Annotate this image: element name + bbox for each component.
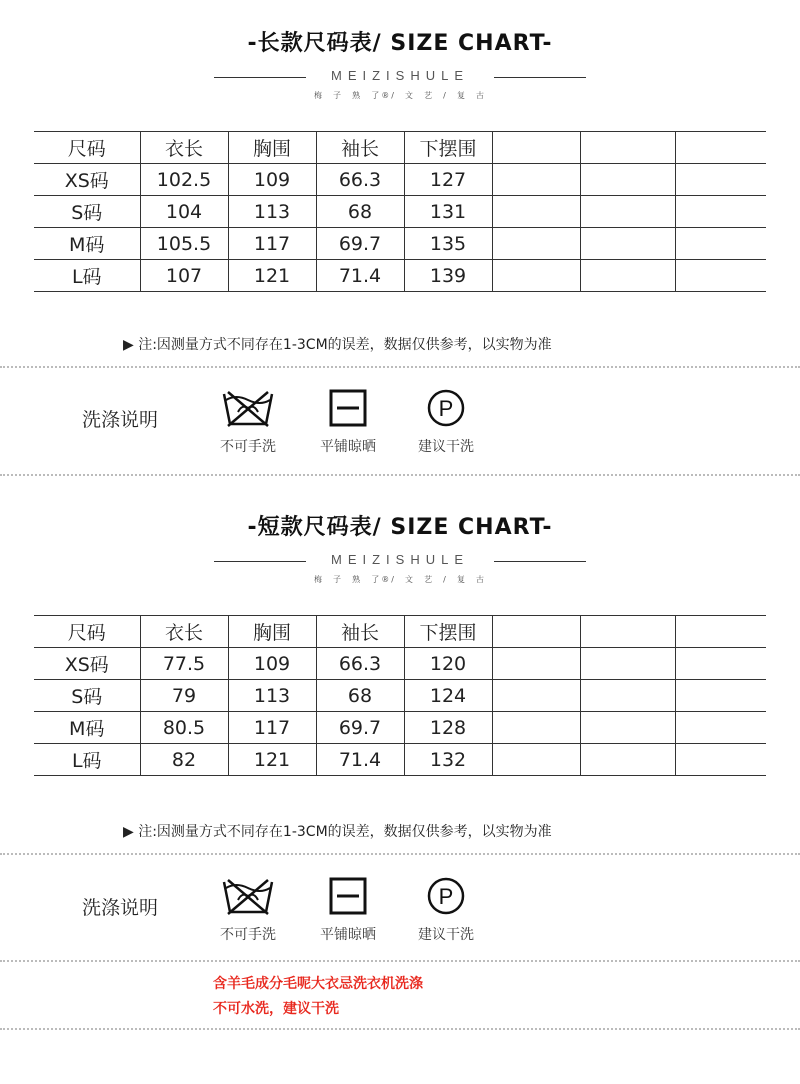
header-cell <box>492 616 580 648</box>
no-hand-wash-icon <box>218 388 278 428</box>
table-cell: 117 <box>228 228 316 260</box>
table-cell: 68 <box>316 680 404 712</box>
table-cell <box>675 712 766 744</box>
table-cell: 109 <box>228 648 316 680</box>
table-cell <box>492 260 580 292</box>
table-cell: 117 <box>228 712 316 744</box>
table-cell <box>492 164 580 196</box>
table-cell <box>675 228 766 260</box>
dotted-divider <box>0 366 800 368</box>
table-cell <box>580 680 675 712</box>
table-cell <box>675 680 766 712</box>
table-cell: 69.7 <box>316 712 404 744</box>
table-cell: S码 <box>34 196 140 228</box>
table-cell <box>580 744 675 776</box>
brand-subtitle: 梅 子 熟 了®/ 文 艺 / 复 古 <box>313 91 487 100</box>
care-item-dry-clean <box>401 388 491 456</box>
table-cell: 105.5 <box>140 228 228 260</box>
table-cell <box>675 744 766 776</box>
table-cell <box>492 228 580 260</box>
table-row <box>34 648 766 680</box>
table-cell: L码 <box>34 260 140 292</box>
table-cell <box>580 164 675 196</box>
care-item-label: 不可手洗 <box>220 439 276 455</box>
table-row <box>34 196 766 228</box>
table-cell <box>492 648 580 680</box>
table-cell: 131 <box>404 196 492 228</box>
flat-dry-icon <box>328 388 368 428</box>
table-cell <box>492 680 580 712</box>
table-cell: 80.5 <box>140 712 228 744</box>
header-cell <box>675 616 766 648</box>
wool-warning-line-2: 不可水洗，建议干洗 <box>213 1001 339 1017</box>
table-cell <box>580 712 675 744</box>
care-item-flat-dry <box>303 876 393 944</box>
svg-text:P: P <box>438 884 454 909</box>
table-cell <box>675 648 766 680</box>
care-item-no-hand-wash <box>203 388 293 456</box>
care-instructions-label: 洗涤说明 <box>82 897 159 919</box>
no-hand-wash-icon <box>218 876 278 916</box>
table-cell: 66.3 <box>316 648 404 680</box>
table-cell <box>675 164 766 196</box>
table-cell: 128 <box>404 712 492 744</box>
dotted-divider <box>0 960 800 962</box>
dry-clean-icon <box>426 388 466 428</box>
measurement-note: ▶ 注:因测量方式不同存在1-3CM的误差，数据仅供参考，以实物为准 <box>123 824 552 840</box>
long-size-table <box>34 131 766 292</box>
dotted-divider <box>0 474 800 476</box>
care-item-label: 建议干洗 <box>418 439 474 455</box>
short-chart-title: -短款尺码表/ SIZE CHART- <box>247 515 553 540</box>
short-size-table <box>34 615 766 776</box>
header-cell <box>675 132 766 164</box>
care-item-no-hand-wash <box>203 876 293 944</box>
table-header-row <box>34 616 766 648</box>
table-cell <box>580 260 675 292</box>
table-cell: 77.5 <box>140 648 228 680</box>
table-cell: 79 <box>140 680 228 712</box>
brand-subtitle: 梅 子 熟 了®/ 文 艺 / 复 古 <box>313 575 487 584</box>
table-cell <box>580 228 675 260</box>
care-item-flat-dry <box>303 388 393 456</box>
table-cell: 69.7 <box>316 228 404 260</box>
header-cell <box>580 616 675 648</box>
svg-text:P: P <box>438 396 454 421</box>
care-item-label: 不可手洗 <box>220 927 276 943</box>
wool-warning-line-1: 含羊毛成分毛呢大衣忌洗衣机洗涤 <box>213 976 423 992</box>
table-cell: 71.4 <box>316 260 404 292</box>
table-cell: 132 <box>404 744 492 776</box>
header-cell: 袖长 <box>316 616 404 648</box>
table-cell: 102.5 <box>140 164 228 196</box>
table-cell: 109 <box>228 164 316 196</box>
table-cell: 139 <box>404 260 492 292</box>
care-item-label: 建议干洗 <box>418 927 474 943</box>
table-cell <box>675 260 766 292</box>
header-cell: 尺码 <box>34 616 140 648</box>
table-header-row <box>34 132 766 164</box>
table-cell: M码 <box>34 712 140 744</box>
table-cell: L码 <box>34 744 140 776</box>
header-cell <box>580 132 675 164</box>
table-cell: XS码 <box>34 164 140 196</box>
flat-dry-icon <box>328 876 368 916</box>
table-cell <box>580 648 675 680</box>
table-cell: XS码 <box>34 648 140 680</box>
header-cell: 下摆围 <box>404 132 492 164</box>
table-row <box>34 712 766 744</box>
care-item-dry-clean <box>401 876 491 944</box>
table-cell: 66.3 <box>316 164 404 196</box>
header-cell: 尺码 <box>34 132 140 164</box>
header-cell: 袖长 <box>316 132 404 164</box>
long-chart-title: -长款尺码表/ SIZE CHART- <box>247 31 553 56</box>
care-instructions-label: 洗涤说明 <box>82 409 159 431</box>
table-cell: 71.4 <box>316 744 404 776</box>
table-row <box>34 228 766 260</box>
table-cell: 104 <box>140 196 228 228</box>
table-row <box>34 744 766 776</box>
table-cell: 113 <box>228 196 316 228</box>
header-cell: 下摆围 <box>404 616 492 648</box>
brand-name: MEIZISHULE <box>330 68 469 83</box>
header-cell: 胸围 <box>228 616 316 648</box>
care-item-label: 平铺晾晒 <box>320 439 376 455</box>
table-cell: 82 <box>140 744 228 776</box>
table-cell <box>675 196 766 228</box>
table-cell <box>580 196 675 228</box>
table-cell: M码 <box>34 228 140 260</box>
table-cell: 124 <box>404 680 492 712</box>
table-cell <box>492 196 580 228</box>
table-cell <box>492 744 580 776</box>
brand-name: MEIZISHULE <box>330 552 469 567</box>
table-cell: 121 <box>228 260 316 292</box>
table-cell: 68 <box>316 196 404 228</box>
table-cell: 107 <box>140 260 228 292</box>
dry-clean-icon <box>426 876 466 916</box>
header-cell: 衣长 <box>140 616 228 648</box>
dotted-divider <box>0 1028 800 1030</box>
table-row <box>34 164 766 196</box>
table-row <box>34 260 766 292</box>
table-cell: 120 <box>404 648 492 680</box>
header-cell <box>492 132 580 164</box>
dotted-divider <box>0 853 800 855</box>
header-cell: 胸围 <box>228 132 316 164</box>
table-cell: 121 <box>228 744 316 776</box>
table-cell: S码 <box>34 680 140 712</box>
measurement-note: ▶ 注:因测量方式不同存在1-3CM的误差，数据仅供参考，以实物为准 <box>123 337 552 353</box>
header-cell: 衣长 <box>140 132 228 164</box>
table-cell <box>492 712 580 744</box>
table-row <box>34 680 766 712</box>
table-cell: 127 <box>404 164 492 196</box>
table-cell: 135 <box>404 228 492 260</box>
care-item-label: 平铺晾晒 <box>320 927 376 943</box>
table-cell: 113 <box>228 680 316 712</box>
